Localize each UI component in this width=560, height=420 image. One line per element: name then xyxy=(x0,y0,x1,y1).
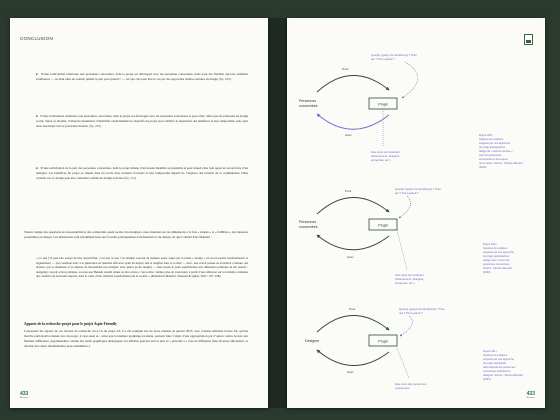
caption-line7: (2023) xyxy=(483,271,491,274)
bullet-paragraph-2: ■ D’une sollicitation extérieure aux personnes concernées, dont le projet est développé avec les personnes concernées et pour elles; telles que les pratiques en design social. Selon ce modèle, il importe néanmoins d’identifier explicitement les objectifs du projet pour clarifier la répartition des bénéfices et leur temporalité, sans quoi nous basculons vers le précédent modèle (fig. 230). xyxy=(36,114,248,129)
caption-line2: supposé par une approche xyxy=(479,142,510,145)
node-personnes-line2: concernées xyxy=(299,225,318,229)
side-note-line2: (financement, designer, xyxy=(371,154,401,158)
bullet-paragraph-3: ■ D’une sollicitation de la part des personnes concernées, dont le projet émane d’un besoin identifié au préalable et pour lequel elles font appel au savoir-faire d’un designer. Les bénéfices du projet se situent dans un cercle plus restreint d’acteurs et leur temporalité dépend de l’urgence des besoins de la communauté. Dans certains cas, le design peut être considéré comme du design activiste (fig. 231). xyxy=(36,166,248,181)
caption-line2: supposé par une approche xyxy=(483,251,514,254)
arc-pour xyxy=(317,315,389,332)
caption-line4: design avec et pour les xyxy=(483,259,510,262)
label-pour: Pour xyxy=(345,189,352,193)
page-number-left: 433 Annexes xyxy=(20,391,29,399)
arc-avec xyxy=(317,235,389,250)
side-note-line1: Idée vient de l’extérieur xyxy=(395,273,424,277)
caption-line4: dans laquelle les personnes xyxy=(483,366,516,369)
figure-title: Figure 231 • xyxy=(483,350,498,353)
arc-avec xyxy=(317,114,389,129)
node-personnes-line1: Personnes xyxy=(299,99,317,103)
question-pointer xyxy=(402,62,418,98)
caption-line1: Système de relations xyxy=(483,247,508,250)
book-gutter xyxy=(268,18,287,408)
caption-line5: avec les personnes xyxy=(479,154,502,157)
node-projet: Projet xyxy=(378,223,388,228)
caption-line3: de projet participatif xyxy=(483,362,506,365)
right-page xyxy=(287,18,545,408)
diagram-230 xyxy=(299,187,514,285)
caption-line2: supposé par une approche xyxy=(483,358,514,361)
caption-line4: design de « techno-centrée » xyxy=(479,150,513,153)
node-projet: Projet xyxy=(378,339,388,344)
running-header: CONCLUSION xyxy=(20,36,54,41)
side-note-line3: entreprise, etc.) xyxy=(371,158,391,162)
caption-line1: Système de relations xyxy=(479,138,504,141)
question-pointer xyxy=(400,316,412,336)
figure-title: Figure 230 • xyxy=(483,243,498,246)
figure-link[interactable]: (fig. 229). xyxy=(218,77,232,82)
question-line1: Quel(s) type(s) de bénéfice(s) ? Pour xyxy=(395,187,442,191)
caption-line5: personnes concernées. xyxy=(483,263,510,266)
node-personnes-line1: Personnes xyxy=(299,220,317,224)
note-connector xyxy=(397,348,409,378)
bullet-paragraph-1: ■ D’une sollicitation extérieure aux personnes concernées, dont le projet est développé avec les personnes concernées, mais pour des finalités qui leur semblent extérieures — ou dont elles ne veulent jamais le jour pour quand ? —, tel que cela peut être le cas par des approches techno-centrées en design (fig. 229). xyxy=(36,72,248,82)
question-pointer xyxy=(399,196,411,218)
label-avec: Avec xyxy=(347,255,354,259)
caption-line1: Système de relations xyxy=(483,354,508,357)
question-line1: Quel(s) type(s) de bénéfice(s) ? Pour xyxy=(399,307,446,311)
quote-block: « Ce que j’ai peut-être essayé de dire aujourd’hui, c’est que ce que l’on désigne souvent de manière assez vague par le terme « design » est un processus transformateur et régénérateur — qui contribue donc à la génération de résultats efficaces ayant un impact réel et tangible dans la société — donc, une action pensée en évolution continue, qui devient, qui se manifeste et se déploie en mouvement (un designer donc plutôt qu’un design) — dans lequel je peux expérimenter une dimension politique de ma pensée : designing conçoit action politique, au sens que Hannah Arendt donne au mot action, c’est-à-dire, comme prise de conscience à partir d’une réflexion sur les intérêts communs qui conduit à de nouveaux départs, dans le cadre d’une véritable transformation de la société. » (Manzini in Manzini, Tassinari & Quinz, 2022 : 197–198) xyxy=(36,256,248,279)
caption-line7: de la même. Source : Morson-Menard xyxy=(479,162,523,165)
caption-line7: (2023) xyxy=(483,378,491,381)
question-line2: qui ? Pour quand ? xyxy=(399,311,423,315)
node-projet: Projet xyxy=(378,102,388,107)
side-note-line1: Idée vient des personnes xyxy=(395,382,427,386)
caption-line3: de projet participatif en xyxy=(483,255,510,258)
side-note-line3: entreprise, etc.) xyxy=(395,281,415,285)
question-line2: qui ? Pour quand ? xyxy=(395,191,419,195)
diagram-231 xyxy=(305,307,523,390)
left-page xyxy=(10,18,268,408)
diagram-canvas xyxy=(287,18,545,408)
figure-link[interactable]: (fig. 230). xyxy=(88,124,102,129)
caption-line6: designer. Source : Morson-Menard xyxy=(483,374,523,377)
note-connector xyxy=(397,230,407,270)
caption-line5: concernées sollicitent le xyxy=(483,370,511,373)
label-pour: Pour xyxy=(342,67,349,71)
side-note-line2: concernées xyxy=(395,386,410,390)
caption-line3: de projet participatif en xyxy=(479,146,506,149)
body-paragraph-2: Concernant les apports de ces travaux de recherche vis-à-vis du projet AF, il a été souligné lors de notre réunion de janvier 2023, avec certains référents locaux AF, qu’une marche participative menée lors du projet, à vaut aussi et... ainsi que la manière graphique produite, peuvent faire l’objet d’une appropriation par d’autres cadres locaux aux finalités différentes. Appréhendées comme des outils graphiques dialogiques, les affiches peuvent tout le plus le « prévenir à » tous de diffusions dans diverses universités, et devenir des objets intermédiaires pour sensibiliser à xyxy=(24,329,248,349)
label-avec: Avec xyxy=(347,370,354,374)
diagram-229 xyxy=(299,53,523,169)
question-line2: qui ? Pour quand ? xyxy=(371,57,395,61)
label-pour: Pour xyxy=(349,307,356,311)
arc-avec xyxy=(317,350,389,366)
figure-link[interactable]: (fig. 231). xyxy=(124,176,137,181)
arc-pour xyxy=(317,75,389,92)
caption-line6: concernées et les enjeux xyxy=(479,158,508,161)
caption-line6: Source : Morson-Menard xyxy=(483,267,512,270)
arc-pour xyxy=(317,197,389,214)
node-designer: Designer xyxy=(305,339,320,343)
label-avec: Avec xyxy=(345,133,352,137)
subheading: Apports de la recherche-projet pour le projet Aspie-Friendly xyxy=(24,322,117,326)
page-number-right: 433 Annexes xyxy=(526,391,535,399)
body-paragraph: Tenant compte des questions de responsabilité et des compromis quant au être des designers, nous insistons sur les dimensions à la fois « situées » et « faillibles » des réponses potentielles en design. Ces dimensions sont notamment liées aux facultés politiquement transformatrices du design, tel que l’entend Ezio Manzini : xyxy=(24,230,248,240)
side-note-line2: (financement, designer, xyxy=(395,277,425,281)
node-personnes-line2: concernées xyxy=(299,104,318,108)
figure-title: Figure 229 • xyxy=(479,134,494,137)
side-note-line1: Idée vient de l’extérieur xyxy=(371,150,400,154)
question-line1: Quel(s) type(s) de bénéfice(s) ? Pour xyxy=(371,53,418,57)
caption-line8: (2023) xyxy=(479,166,487,169)
